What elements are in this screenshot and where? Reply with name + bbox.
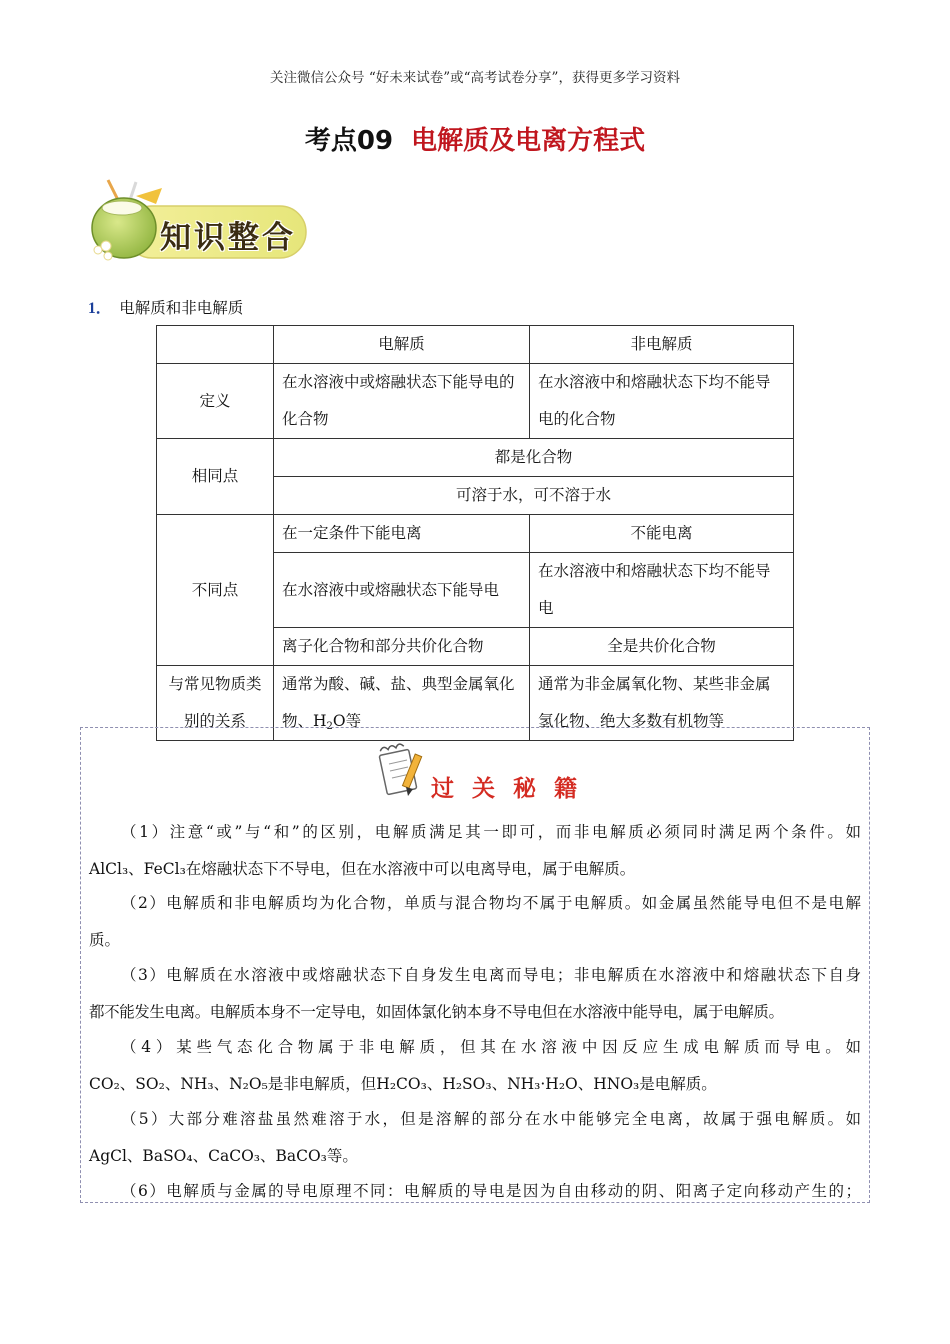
- tip-paragraph-6: [89, 1173, 861, 1210]
- tip-1-line-2: AlCl₃、FeCl₃在熔融状态下不导电，但在水溶液中可以电离导电，属于电解质。: [89, 860, 636, 878]
- notepad-pencil-icon: [377, 740, 427, 800]
- section-heading: [88, 296, 243, 318]
- tip-5-line-2: AgCl、BaSO₄、CaCO₃、BaCO₃等。: [89, 1147, 358, 1165]
- table-header-electrolyte: 电解质: [274, 326, 530, 364]
- table-row: [157, 364, 794, 439]
- table-header-row: [157, 326, 794, 364]
- tip-4-line-1: （4）某些气态化合物属于非电解质，但其在水溶液中因反应生成电解质而导电。如: [121, 1038, 861, 1056]
- table-row: [157, 515, 794, 553]
- tip-6-line-1: （6）电解质与金属的导电原理不同：电解质的导电是因为自由移动的阴、阳离子定向移动产生的；: [121, 1182, 861, 1200]
- definition-nonelectrolyte: 在水溶液中和熔融状态下均不能导电的化合物: [530, 364, 794, 439]
- page-title: [0, 120, 950, 157]
- row-label-similarities: 相同点: [157, 439, 274, 515]
- difference-2-electrolyte: 在水溶液中或熔融状态下能导电: [274, 553, 530, 628]
- knowledge-banner: [86, 178, 308, 264]
- header-note: 关注微信公众号 “好未来试卷”或“高考试卷分享”，获得更多学习资料: [270, 70, 680, 86]
- section-title: 电解质和非电解质: [119, 299, 244, 317]
- tip-3-line-1: （3）电解质在水溶液中或熔融状态下自身发生电离而导电；非电解质在水溶液中和熔融状态下自身: [121, 966, 861, 984]
- tip-4-line-2: CO₂、SO₂、NH₃、N₂O₅是非电解质，但H₂CO₃、H₂SO₃、NH₃·H₂O、HNO₃是电解质。: [89, 1075, 717, 1093]
- relation-electrolyte-subscript: 2: [326, 721, 333, 732]
- tip-1-line-1: （1）注意“或”与“和”的区别，电解质满足其一即可，而非电解质必须同时满足两个条件。如: [121, 823, 861, 841]
- tip-5-line-1: （5）大部分难溶盐虽然难溶于水，但是溶解的部分在水中能够完全电离，故属于强电解质。如: [121, 1110, 861, 1128]
- tip-paragraph-4: [89, 1029, 861, 1103]
- relation-electrolyte-text-a: 通常为酸、碱、盐、典型金属氧化物、H: [282, 675, 515, 730]
- tip-paragraph-5: [89, 1101, 861, 1175]
- tip-2-line-1: （2）电解质和非电解质均为化合物，单质与混合物均不属于电解质。如金属虽然能导电但不是电解: [121, 894, 861, 912]
- similarity-2: 可溶于水，可不溶于水: [274, 477, 794, 515]
- title-name: 电解质及电离方程式: [411, 126, 646, 156]
- tip-3-line-2: 都不能发生电离。电解质本身不一定导电，如固体氯化钠本身不导电但在水溶液中能导电，属于电解质。: [89, 1003, 784, 1021]
- comparison-table: [156, 325, 794, 741]
- table-corner-cell: [157, 326, 274, 364]
- difference-2-nonelectrolyte: 在水溶液中和熔融状态下均不能导电: [530, 553, 794, 628]
- relation-electrolyte-text-b: O等: [332, 712, 362, 730]
- difference-3-nonelectrolyte: 全是共价化合物: [530, 628, 794, 666]
- row-label-relation: 与常见物质类别的关系: [157, 666, 274, 741]
- definition-electrolyte: 在水溶液中或熔融状态下能导电的化合物: [274, 364, 530, 439]
- tips-title: 过关秘籍: [431, 775, 595, 802]
- tip-paragraph-1: [89, 814, 861, 888]
- relation-nonelectrolyte: 通常为非金属氧化物、某些非金属氢化物、绝大多数有机物等: [530, 666, 794, 741]
- difference-3-electrolyte: 离子化合物和部分共价化合物: [274, 628, 530, 666]
- difference-1-electrolyte: 在一定条件下能电离: [274, 515, 530, 553]
- title-number: 考点09: [304, 126, 394, 156]
- tips-box: [80, 727, 870, 1203]
- similarity-1: 都是化合物: [274, 439, 794, 477]
- table-header-nonelectrolyte: 非电解质: [530, 326, 794, 364]
- tip-paragraph-3: [89, 957, 861, 1031]
- tip-paragraph-2: [89, 885, 861, 959]
- tips-header: [81, 740, 869, 800]
- banner-text: 知识整合: [160, 220, 296, 256]
- difference-1-nonelectrolyte: 不能电离: [530, 515, 794, 553]
- row-label-differences: 不同点: [157, 515, 274, 666]
- section-number: 1．: [88, 300, 112, 317]
- tip-2-line-2: 质。: [89, 931, 121, 949]
- row-label-definition: 定义: [157, 364, 274, 439]
- table-row: [157, 439, 794, 477]
